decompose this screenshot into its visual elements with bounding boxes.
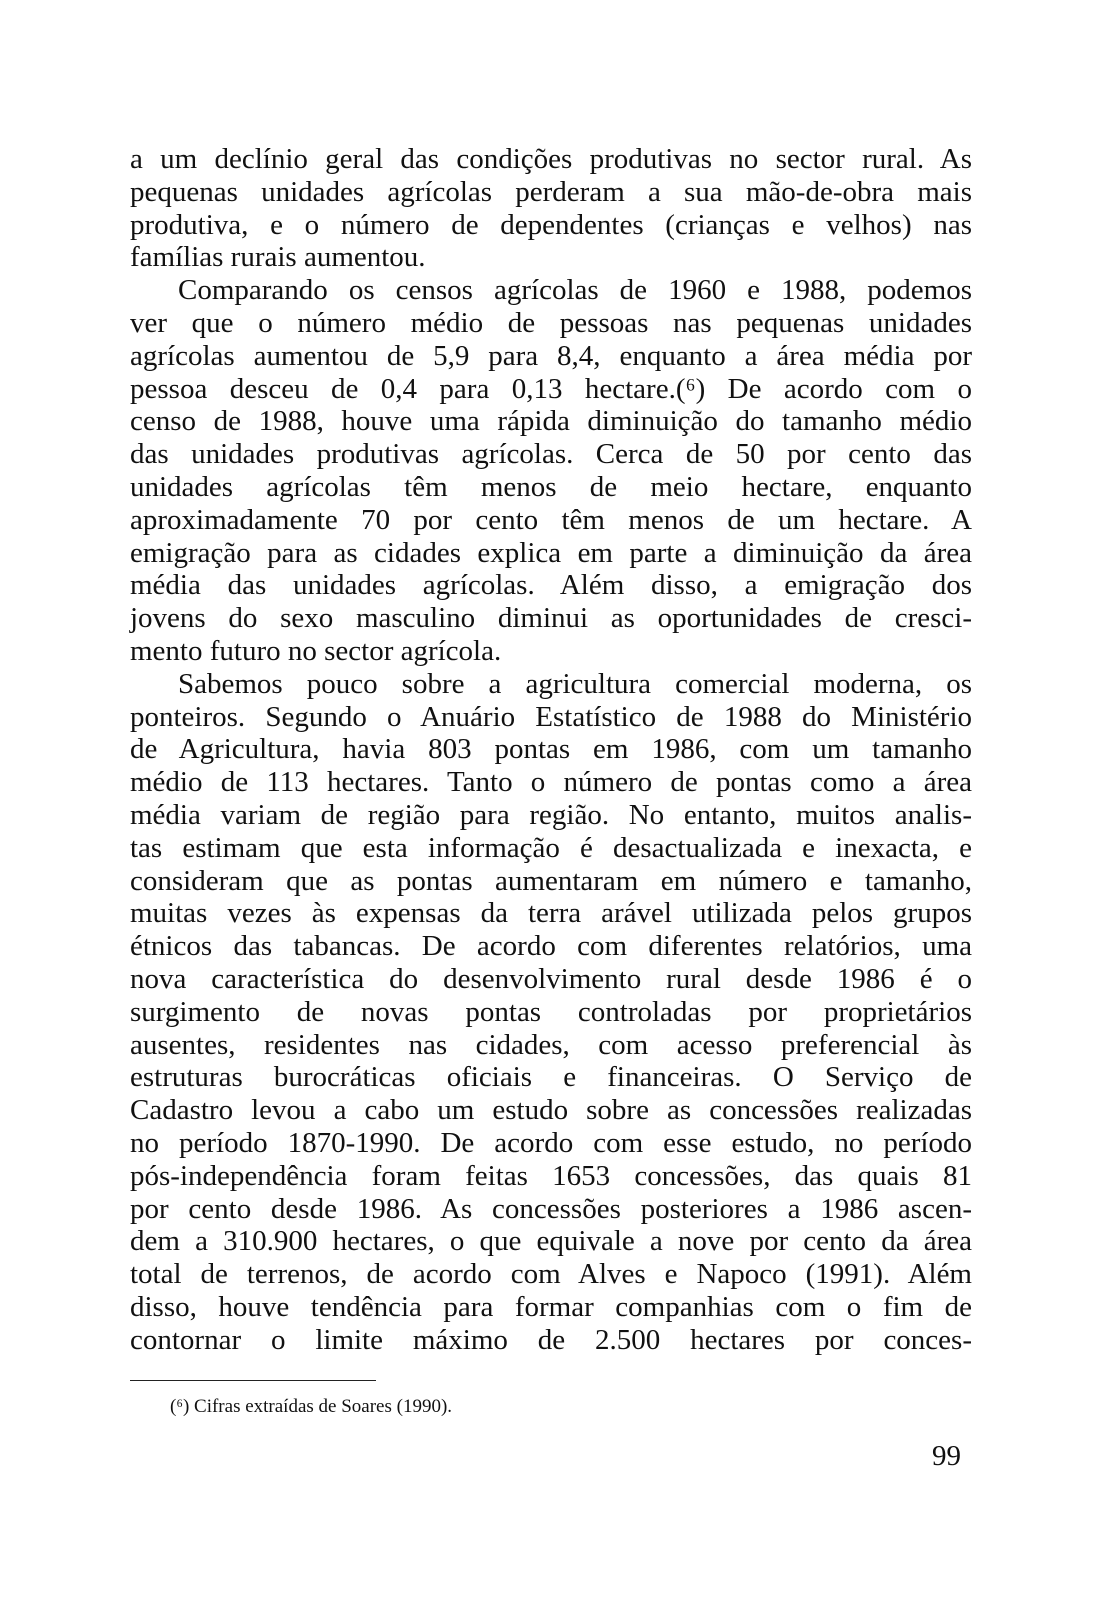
text-line: muitas vezes às expensas da terra arável utilizada pelos grupos bbox=[130, 897, 972, 930]
text-line: médio de 113 hectares. Tanto o número de pontas como a área bbox=[130, 766, 972, 799]
text-line: ponteiros. Segundo o Anuário Estatístico de 1988 do Ministério bbox=[130, 700, 972, 733]
text-line: pessoa desceu de 0,4 para 0,13 hectare.(⁶) De acordo com o bbox=[130, 372, 972, 405]
footnote-divider bbox=[130, 1380, 376, 1381]
text-line: pequenas unidades agrícolas perderam a sua mão-de-obra mais bbox=[130, 175, 972, 208]
paragraph bbox=[130, 668, 972, 1357]
paragraph bbox=[130, 143, 972, 274]
footnote: (⁶) Cifras extraídas de Soares (1990). bbox=[170, 1396, 453, 1417]
text-line: censo de 1988, houve uma rápida diminuição do tamanho médio bbox=[130, 405, 972, 438]
text-line: nova característica do desenvolvimento rural desde 1986 é o bbox=[130, 962, 972, 995]
text-line: total de terrenos, de acordo com Alves e Napoco (1991). Além bbox=[130, 1258, 972, 1291]
text-line: dem a 310.900 hectares, o que equivale a nove por cento da área bbox=[130, 1225, 972, 1258]
text-line: étnicos das tabancas. De acordo com diferentes relatórios, uma bbox=[130, 930, 972, 963]
text-line: pós-independência foram feitas 1653 concessões, das quais 81 bbox=[130, 1159, 972, 1192]
text-line: ver que o número médio de pessoas nas pequenas unidades bbox=[130, 306, 972, 339]
text-line: Sabemos pouco sobre a agricultura comercial moderna, os bbox=[178, 667, 972, 700]
text-line: unidades agrícolas têm menos de meio hectare, enquanto bbox=[130, 470, 972, 503]
paragraph bbox=[130, 274, 972, 668]
text-line: de Agricultura, havia 803 pontas em 1986, com um tamanho bbox=[130, 733, 972, 766]
text-line: famílias rurais aumentou. bbox=[130, 241, 426, 274]
text-line: média das unidades agrícolas. Além disso, a emigração dos bbox=[130, 569, 972, 602]
text-line: disso, houve tendência para formar companhias com o fim de bbox=[130, 1290, 972, 1323]
text-line: agrícolas aumentou de 5,9 para 8,4, enquanto a área média por bbox=[130, 339, 972, 372]
page-number: 99 bbox=[932, 1440, 961, 1472]
text-line: média variam de região para região. No entanto, muitos analis- bbox=[130, 798, 972, 831]
text-line: consideram que as pontas aumentaram em número e tamanho, bbox=[130, 864, 972, 897]
text-line: a um declínio geral das condições produtivas no sector rural. As bbox=[130, 143, 972, 175]
text-line: ausentes, residentes nas cidades, com acesso preferencial às bbox=[130, 1028, 972, 1061]
text-line: jovens do sexo masculino diminui as oportunidades de cresci- bbox=[130, 602, 972, 635]
text-line: no período 1870-1990. De acordo com esse estudo, no período bbox=[130, 1126, 972, 1159]
text-line: produtiva, e o número de dependentes (crianças e velhos) nas bbox=[130, 208, 972, 241]
text-line: Comparando os censos agrícolas de 1960 e 1988, podemos bbox=[178, 274, 972, 307]
text-line: mento futuro no sector agrícola. bbox=[130, 634, 502, 667]
text-line: contornar o limite máximo de 2.500 hectares por conces- bbox=[130, 1323, 972, 1356]
text-line: das unidades produtivas agrícolas. Cerca de 50 por cento das bbox=[130, 438, 972, 471]
text-line: Cadastro levou a cabo um estudo sobre as concessões realizadas bbox=[130, 1094, 972, 1127]
text-line: tas estimam que esta informação é desactualizada e inexacta, e bbox=[130, 831, 972, 864]
text-line: aproximadamente 70 por cento têm menos de um hectare. A bbox=[130, 503, 972, 536]
text-line: estruturas burocráticas oficiais e financeiras. O Serviço de bbox=[130, 1061, 972, 1094]
body-text bbox=[130, 143, 972, 1356]
text-line: por cento desde 1986. As concessões posteriores a 1986 ascen- bbox=[130, 1192, 972, 1225]
text-line: emigração para as cidades explica em parte a diminuição da área bbox=[130, 536, 972, 569]
text-line: surgimento de novas pontas controladas por proprietários bbox=[130, 995, 972, 1028]
